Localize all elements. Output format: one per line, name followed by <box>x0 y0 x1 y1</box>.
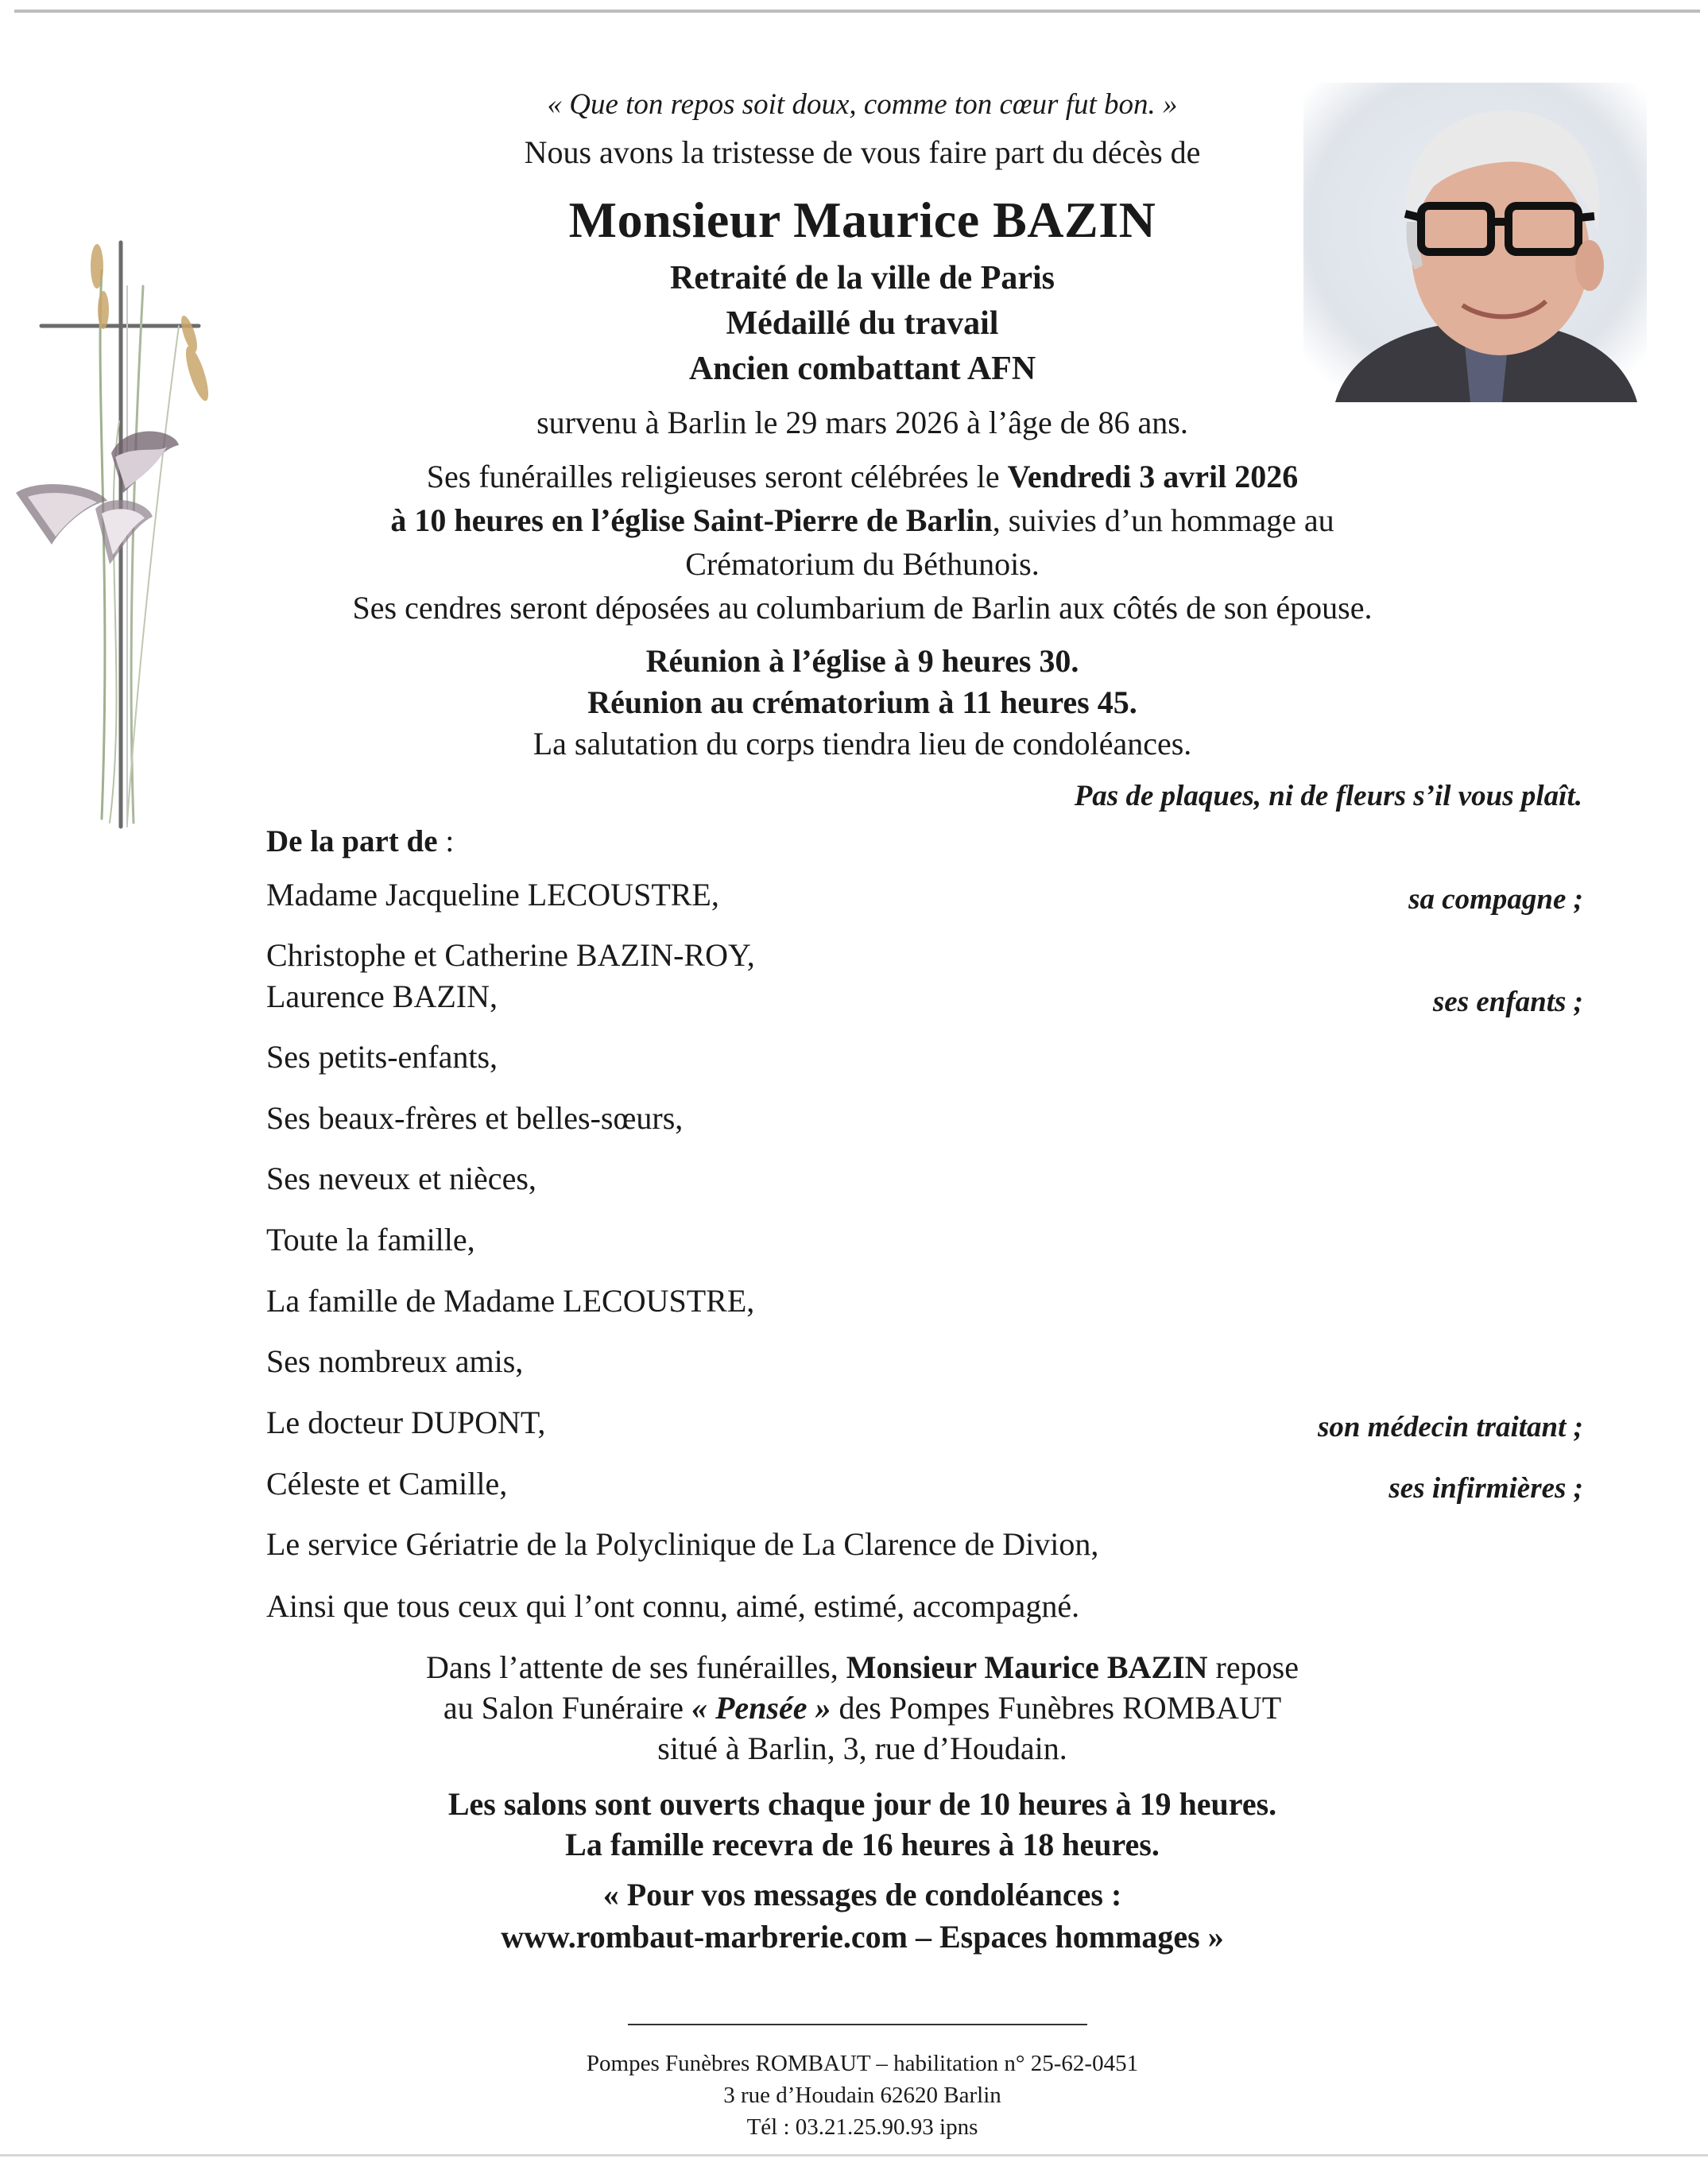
funeral-ashes: Ses cendres seront déposées au columbarium de Barlin aux côtés de son épouse. <box>352 590 1373 626</box>
from-label-text: De la part de <box>266 824 438 858</box>
family-member: Ses petits-enfants, <box>266 1039 498 1075</box>
salon-name: « Pensée » <box>691 1690 831 1726</box>
family-member: Ses beaux-frères et belles-sœurs, <box>266 1100 684 1136</box>
condolences-website: www.rombaut-marbrerie.com – Espaces hommages » <box>501 1919 1224 1955</box>
cross-lily-decoration-icon <box>8 238 223 843</box>
salon-details <box>238 1647 1486 1769</box>
condolences-heading: « Pour vos messages de condoléances : <box>602 1877 1122 1912</box>
family-member: Ses nombreux amis, <box>266 1343 524 1379</box>
salon-text: repose <box>1207 1649 1299 1685</box>
family-member: Le service Gériatrie de la Polyclinique de La Clarence de Divion, <box>266 1526 1099 1562</box>
footer-divider <box>628 2024 1087 2025</box>
no-flowers-note: Pas de plaques, ni de fleurs s’il vous plaît. <box>1074 780 1582 812</box>
title-line: Médaillé du travail <box>726 305 999 342</box>
family-member: Christophe et Catherine BAZIN-ROY, <box>266 937 755 973</box>
family-member: Ses neveux et nièces, <box>266 1161 536 1196</box>
funeral-text: , suivies d’un hommage au <box>992 502 1334 538</box>
condolences-info <box>238 1874 1486 1958</box>
family-relation: son médecin traitant ; <box>1317 1411 1583 1443</box>
memorial-quote: « Que ton repos soit doux, comme ton cœur fut bon. » <box>547 88 1178 121</box>
family-member: Céleste et Camille, <box>266 1466 508 1502</box>
family-member: Madame Jacqueline LECOUSTRE, <box>266 877 719 913</box>
salon-text: Dans l’attente de ses funérailles, <box>426 1649 846 1685</box>
death-details: survenu à Barlin le 29 mars 2026 à l’âge de 86 ans. <box>536 405 1188 440</box>
funeral-crematorium: Crématorium du Béthunois. <box>685 546 1040 582</box>
footer-company: Pompes Funèbres ROMBAUT – habilitation n° 25-62-0451 <box>586 2051 1139 2076</box>
bottom-rule <box>0 2154 1708 2156</box>
salon-text: au Salon Funéraire <box>443 1690 691 1726</box>
family-reception-hours: La famille recevra de 16 heures à 18 heures. <box>565 1827 1160 1862</box>
salutation-note: La salutation du corps tiendra lieu de condoléances. <box>533 726 1192 761</box>
from-label <box>266 823 454 859</box>
deceased-titles <box>238 256 1486 392</box>
salon-address: situé à Barlin, 3, rue d’Houdain. <box>657 1730 1067 1766</box>
top-rule <box>14 10 1700 13</box>
funeral-time-place: à 10 heures en l’église Saint-Pierre de Barlin <box>390 502 993 538</box>
funeral-home-footer <box>238 2048 1486 2143</box>
footer-phone: Tél : 03.21.25.90.93 ipns <box>746 2114 978 2140</box>
family-relation: ses enfants ; <box>1432 986 1583 1018</box>
funeral-text: Ses funérailles religieuses seront célébrées le <box>426 459 1008 494</box>
family-member: Le docteur DUPONT, <box>266 1405 546 1440</box>
announcement-intro: Nous avons la tristesse de vous faire part du décès de <box>524 134 1201 170</box>
from-label-colon: : <box>437 824 455 858</box>
deceased-name: Monsieur Maurice BAZIN <box>568 192 1156 248</box>
salon-opening-hours: Les salons sont ouverts chaque jour de 10 heures à 19 heures. <box>447 1786 1277 1822</box>
family-relation: ses infirmières ; <box>1388 1472 1583 1505</box>
family-member: Laurence BAZIN, <box>266 978 498 1014</box>
meeting-church: Réunion à l’église à 9 heures 30. <box>645 643 1079 679</box>
title-line: Retraité de la ville de Paris <box>669 260 1055 296</box>
family-member: Ainsi que tous ceux qui l’ont connu, aimé, estimé, accompagné. <box>266 1588 1080 1624</box>
funeral-date: Vendredi 3 avril 2026 <box>1007 459 1299 494</box>
family-member: La famille de Madame LECOUSTRE, <box>266 1283 755 1319</box>
visiting-hours <box>238 1784 1486 1865</box>
funeral-details <box>238 455 1486 630</box>
meeting-details <box>238 641 1486 765</box>
salon-text: des Pompes Funèbres ROMBAUT <box>831 1690 1282 1726</box>
meeting-crematorium: Réunion au crématorium à 11 heures 45. <box>587 684 1137 720</box>
family-relation: sa compagne ; <box>1408 883 1583 916</box>
salon-deceased-name: Monsieur Maurice BAZIN <box>846 1649 1208 1685</box>
footer-address: 3 rue d’Houdain 62620 Barlin <box>723 2083 1001 2108</box>
title-line: Ancien combattant AFN <box>688 351 1036 387</box>
family-member: Toute la famille, <box>266 1222 475 1257</box>
